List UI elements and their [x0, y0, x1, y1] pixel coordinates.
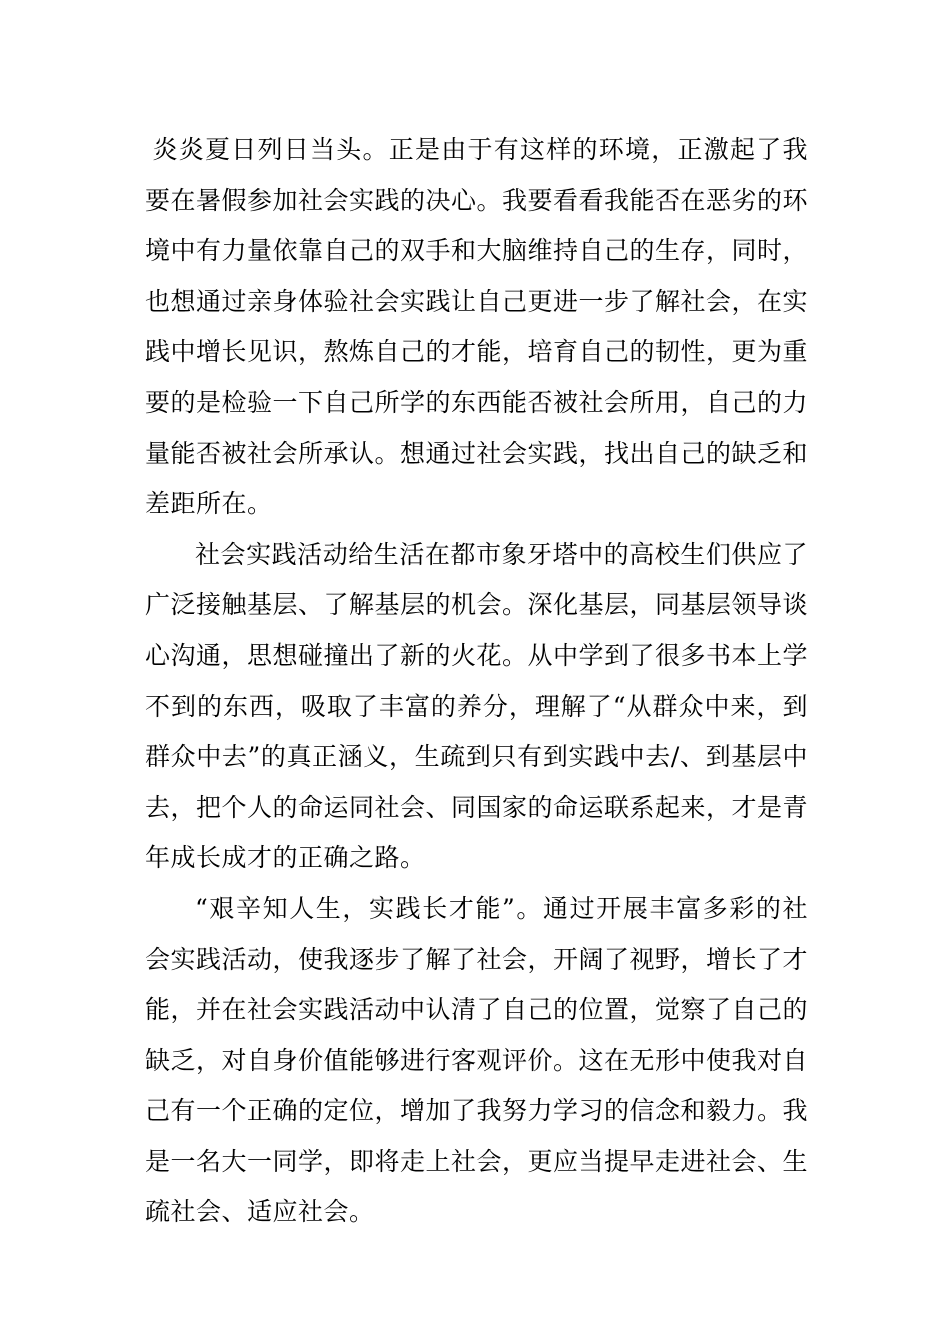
paragraph-3: “艰辛知人生，实践长才能”。通过开展丰富多彩的社会实践活动，使我逐步了解了社会，开阔了视野，增长了才能，并在社会实践活动中认清了自己的位置，觉察了自己的缺乏，对自身价值能够进行客观评价。这在无形中使我对自己有一个正确的定位，增加了我努力学习的信念和毅力。我是一名大一同学，即将走上社会，更应当提早走进社会、生疏社会、适应社会。	[145, 893, 809, 1227]
document-body	[145, 125, 808, 1238]
paragraph-1: 炎炎夏日列日当头。正是由于有这样的环境，正激起了我要在暑假参加社会实践的决心。我要看看我能否在恶劣的环境中有力量依靠自己的双手和大脑维持自己的生存，同时，也想通过亲身体验社会实践让自己更进一步了解社会，在实践中增长见识，熬炼自己的才能，培育自己的韧性，更为重要的是检验一下自己所学的东西能否被社会所用，自己的力量能否被社会所承认。想通过社会实践，找出自己的缺乏和差距所在。	[145, 135, 809, 519]
paragraph-2: 社会实践活动给生活在都市象牙塔中的高校生们供应了广泛接触基层、了解基层的机会。深化基层，同基层领导谈心沟通，思想碰撞出了新的火花。从中学到了很多书本上学不到的东西，吸取了丰富的养分，理解了“从群众中来，到群众中去”的真正涵义，生疏到只有到实践中去/、到基层中去，把个人的命运同社会、同国家的命运联系起来，才是青年成长成才的正确之路。	[145, 539, 809, 873]
